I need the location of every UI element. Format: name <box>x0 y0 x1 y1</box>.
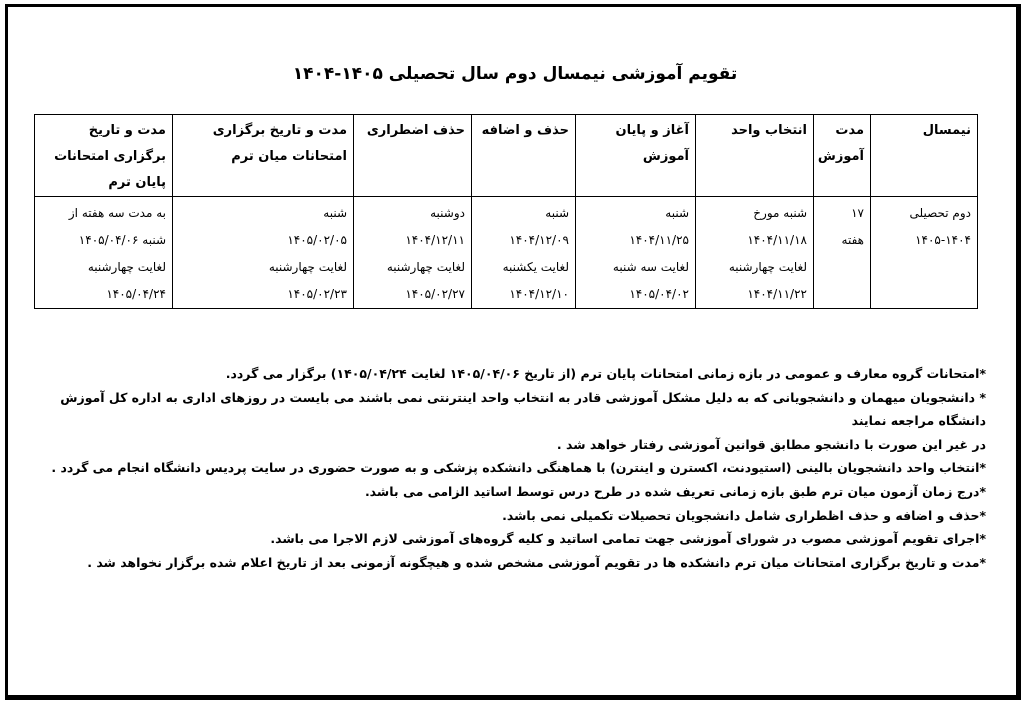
cell-line: شنبه <box>323 206 347 220</box>
cell-line: شنبه ۱۴۰۵/۰۴/۰۶ <box>78 233 166 247</box>
cell-add-drop <box>472 197 576 309</box>
cell-line: شنبه <box>545 206 569 220</box>
cell-duration <box>814 197 871 309</box>
table-header-row <box>35 115 978 197</box>
header-duration: مدت آموزش <box>814 115 871 197</box>
cell-line: ۱۴۰۴/۱۱/۲۲ <box>747 287 807 301</box>
cell-line: ۱۴۰۴/۱۲/۰۹ <box>509 233 569 247</box>
header-midterm-exams: مدت و تاریخ برگزاری امتحانات میان ترم <box>173 115 354 197</box>
header-add-drop: حذف و اضافه <box>472 115 576 197</box>
cell-line: دوشنبه <box>430 206 465 220</box>
cell-line: ۱۷ <box>851 206 864 220</box>
cell-start-end <box>576 197 696 309</box>
cell-semester <box>871 197 978 309</box>
cell-line: ۱۴۰۵/۰۴/۲۴ <box>106 287 166 301</box>
header-final-exams: مدت و تاریخ برگزاری امتحانات پایان ترم <box>35 115 173 197</box>
header-semester: نیمسال <box>871 115 978 197</box>
note-item: *امتحانات گروه معارف و عمومی در بازه زمانی امتحانات پایان ترم (از تاریخ ۱۴۰۵/۰۴/۰۶ لغایت ۱۴۰۵/۰۴/۲۴) برگزار می گردد. <box>225 366 986 381</box>
header-emergency-drop: حذف اضطراری <box>354 115 472 197</box>
note-item: *درج زمان آزمون میان ترم طبق بازه زمانی تعریف شده در طرح درس توسط اساتید الزامی می باشد. <box>364 483 986 499</box>
cell-line: لغایت چهارشنبه <box>268 260 347 274</box>
cell-line: ۱۴۰۴/۱۲/۱۰ <box>509 287 569 301</box>
table-row <box>35 197 978 309</box>
note-item: *حذف و اضافه و حذف اظطراری شامل دانشجویان تحصیلات تکمیلی نمی باشد. <box>502 507 986 523</box>
note-item: *اجرای تقویم آموزشی مصوب در شورای آموزشی جهت تمامی اساتید و کلیه گروه‌های آموزشی لازم الاجرا می باشد. <box>270 531 986 547</box>
cell-line: به مدت سه هفته از <box>68 206 166 220</box>
cell-final-exams <box>35 197 173 309</box>
page-frame <box>5 4 1021 700</box>
cell-line: ۱۴۰۵/۰۴/۰۲ <box>629 287 689 301</box>
cell-line: ۱۴۰۵/۰۲/۲۳ <box>287 287 347 301</box>
notes-section <box>34 362 986 574</box>
cell-line: ۱۴۰۴/۱۲/۱۱ <box>405 233 465 247</box>
cell-course-selection <box>696 197 814 309</box>
cell-line: شنبه مورخ <box>753 206 807 220</box>
page-title: تقویم آموزشی نیمسال دوم سال تحصیلی ۱۴۰۵-۱۴۰۴ <box>292 64 738 84</box>
cell-emergency-drop <box>354 197 472 309</box>
cell-line: لغایت یکشنبه <box>502 260 569 274</box>
cell-line: ۱۴۰۵-۱۴۰۴ <box>915 233 971 247</box>
note-item: *انتخاب واحد دانشجویان بالینی (استیودنت، اکسترن و اینترن) با هماهنگی دانشکده پزشکی و به صورت حضوری در سایت پردیس دانشگاه انجام می گردد . <box>51 460 986 476</box>
cell-line: لغایت چهارشنبه <box>87 260 166 274</box>
cell-line: لغایت سه شنبه <box>612 260 689 274</box>
cell-midterm-exams <box>173 197 354 309</box>
cell-line: ۱۴۰۵/۰۲/۰۵ <box>287 233 347 247</box>
note-item: *مدت و تاریخ برگزاری امتحانات میان ترم دانشکده ها در تقویم آموزشی مشخص شده و هیچگونه آزمونی بعد از تاریخ اعلام شده برگزار نخواهد شد . <box>87 554 986 570</box>
note-item: در غیر این صورت با دانشجو مطابق قوانین آموزشی رفتار خواهد شد . <box>556 436 986 452</box>
cell-line: شنبه <box>665 206 689 220</box>
header-start-end: آغاز و پایان آموزش <box>576 115 696 197</box>
cell-line: لغایت چهارشنبه <box>386 260 465 274</box>
note-item: * دانشجویان میهمان و دانشجویانی که به دلیل مشکل آموزشی قادر به انتخاب واحد اینترنتی نمی باشند می بایست در روزهای اداری به اداره کل آموزش دانشگاه مراجعه نمایند <box>60 389 986 429</box>
header-course-selection: انتخاب واحد <box>696 115 814 197</box>
academic-calendar-table <box>34 114 978 309</box>
cell-line: ۱۴۰۴/۱۱/۲۵ <box>629 233 689 247</box>
cell-line: دوم تحصیلی <box>909 206 971 220</box>
cell-line: ۱۴۰۴/۱۱/۱۸ <box>747 233 807 247</box>
cell-line: ۱۴۰۵/۰۲/۲۷ <box>405 287 465 301</box>
cell-line: لغایت چهارشنبه <box>728 260 807 274</box>
cell-line: هفته <box>841 233 864 247</box>
